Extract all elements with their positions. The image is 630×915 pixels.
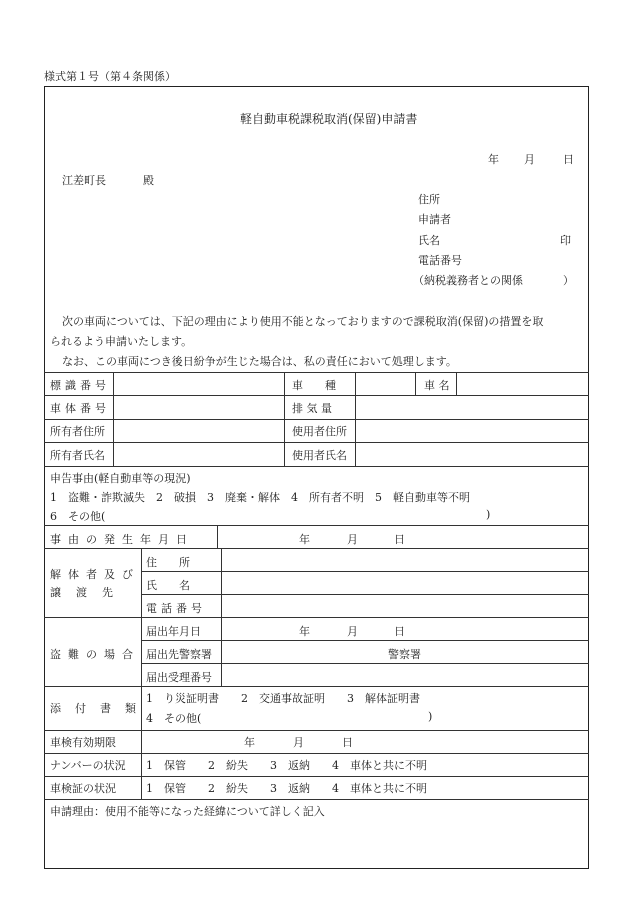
inspection-day: 日 [342,736,353,749]
form-title: 軽自動車税課税取消(保留)申請書 [240,112,418,126]
reason-other-close: ) [486,508,491,521]
dismantler-address-label: 住 所 [146,556,190,569]
inspection-year: 年 [244,736,255,749]
theft-label: 盗難の場合 [50,648,140,661]
plate-number-label: 標識番号 [50,379,110,392]
date-day: 日 [563,153,574,166]
form-number-label: 様式第１号（第４条関係） [44,70,176,83]
inspection-label: 車検有効期限 [50,736,116,749]
addressee-honorific: 殿 [143,174,154,187]
inspection-month: 月 [293,736,304,749]
occurrence-date-label: 事由の発生年月日 [50,533,194,546]
dismantler-label-line1: 解体者及び [50,568,140,581]
dismantler-label-line2: 譲 渡 先 [50,586,115,599]
plate-status-label: ナンバーの状況 [50,759,126,772]
attachments-line2-close: ) [428,710,433,723]
body-text-line1: 次の車両については、下記の理由により使用不能となっておりますので課税取消(保留)の措置を取 [62,315,544,328]
occurrence-year: 年 [299,533,310,546]
occurrence-month: 月 [347,533,358,546]
date-year: 年 [488,153,499,166]
dismantler-name-label: 氏 名 [146,579,190,592]
applicant-name-label: 氏名 [418,234,440,247]
attachments-line1: 1 り災証明書 2 交通事故証明 3 解体証明書 [146,692,420,705]
date-month: 月 [524,153,535,166]
seal-mark: 印 [560,234,571,247]
attachments-line2: 4 その他( [146,712,202,725]
owner-name-label: 所有者氏名 [50,449,105,462]
vehicle-type-label: 車 種 [292,379,336,392]
body-text-line3: なお、この車両につき後日紛争が生じた場合は、私の責任において処理します。 [62,355,457,368]
report-date-year: 年 [299,625,310,638]
report-date-label: 届出年月日 [146,625,201,638]
report-date-month: 月 [347,625,358,638]
police-station-label: 届出先警察署 [146,648,212,661]
dismantler-phone-label: 電話番号 [146,602,206,615]
reason-other: 6 その他( [50,510,106,523]
owner-address-label: 所有者住所 [50,425,105,438]
body-text-line2: られるよう申請いたします。 [50,335,193,348]
report-date-day: 日 [394,625,405,638]
relation-label: （納税義務者との関係 [413,274,523,287]
relation-close: ） [563,274,574,287]
cert-status-label: 車検証の状況 [50,782,116,795]
receipt-number-label: 届出受理番号 [146,671,212,684]
displacement-label: 排 気 量 [292,402,332,415]
reason-heading: 申告事由(軽自動車等の現況) [50,472,191,485]
reason-options: 1 盗難・詐欺滅失 2 破損 3 廃棄・解体 4 所有者不明 5 軽自動車等不明 [50,491,470,504]
cert-status-options: 1 保管 2 紛失 3 返納 4 車体と共に不明 [146,782,427,795]
vehicle-name-label: 車 名 [424,379,450,392]
police-station-suffix: 警察署 [388,648,421,661]
occurrence-day: 日 [394,533,405,546]
applicant-label: 申請者 [418,213,451,226]
addressee-name: 江差町長 [62,174,106,187]
plate-status-options: 1 保管 2 紛失 3 返納 4 車体と共に不明 [146,759,427,772]
user-address-label: 使用者住所 [292,425,347,438]
attachments-label: 添付書類 [50,702,150,715]
chassis-number-label: 車体番号 [50,402,110,415]
applicant-phone-label: 電話番号 [418,254,462,267]
reason-detail-label: 申請理由：使用不能等になった経緯について詳しく記入 [50,805,325,818]
applicant-address-label: 住所 [418,193,440,206]
user-name-label: 使用者氏名 [292,449,347,462]
